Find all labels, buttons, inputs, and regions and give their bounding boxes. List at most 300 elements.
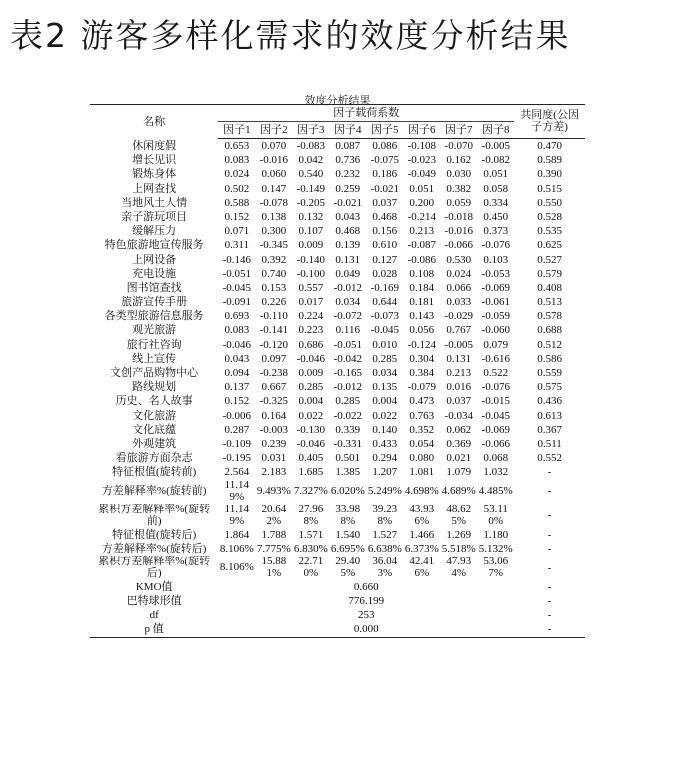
stats-value: 1.466: [409, 528, 435, 541]
table-row: [90, 380, 585, 394]
loading-value: 0.054: [409, 437, 435, 450]
loading-value: -0.169: [370, 281, 399, 294]
loading-value: 0.024: [446, 267, 472, 280]
stats-value: 2.183: [261, 466, 287, 479]
loading-value: 0.034: [335, 296, 361, 309]
loading-value: -0.029: [444, 310, 473, 323]
loading-value: 0.522: [483, 367, 509, 380]
stats-value: 8.106%: [219, 542, 254, 555]
loading-value: 0.473: [409, 395, 435, 408]
loading-value: -0.130: [296, 423, 326, 436]
header-factor-3: 因子3: [292, 122, 329, 139]
row-label: 旅游宣传手册: [121, 296, 188, 309]
figure-headline: 表2 游客多样化需求的效度分析结果: [10, 16, 571, 55]
commonality-value: -: [547, 466, 552, 479]
loading-value: 0.139: [335, 239, 361, 252]
loading-value: -0.060: [481, 324, 510, 337]
test-label: p 值: [90, 622, 218, 637]
loading-value: 0.083: [224, 324, 250, 337]
loading-value: 0.152: [224, 210, 250, 223]
loading-value: 0.540: [298, 168, 324, 181]
table-row: [90, 238, 585, 252]
loading-value: 0.164: [261, 409, 287, 422]
loading-value: -0.100: [296, 267, 326, 280]
header-commonality: 共同度(公因子方差): [514, 105, 585, 139]
loading-value: 0.103: [483, 253, 509, 266]
loading-value: 0.468: [335, 225, 361, 238]
commonality-value: 0.552: [537, 452, 562, 465]
loading-value: -0.045: [222, 281, 252, 294]
loading-value: 0.352: [409, 423, 435, 436]
table-row: [90, 409, 585, 423]
loading-value: 0.392: [261, 253, 287, 266]
row-label: 图书馆查找: [126, 281, 182, 294]
loading-value: 0.030: [446, 168, 472, 181]
stats-value: 11.149%: [224, 503, 250, 527]
loading-value: -0.051: [222, 267, 252, 280]
loading-value: -0.331: [333, 437, 363, 450]
loading-value: 0.686: [298, 338, 324, 351]
table-row: [90, 139, 585, 154]
loading-value: 0.051: [409, 182, 435, 195]
commonality-value: 0.589: [537, 154, 562, 167]
commonality-value: 0.367: [537, 423, 562, 436]
commonality-value: 0.408: [537, 281, 562, 294]
loading-value: -0.069: [481, 281, 510, 294]
loading-value: -0.022: [333, 409, 363, 422]
loading-value: 0.147: [261, 182, 287, 195]
loading-value: -0.141: [259, 324, 289, 337]
commonality-value: 0.535: [537, 225, 562, 238]
stats-value: 1.788: [261, 528, 287, 541]
row-label: 观光旅游: [132, 324, 177, 337]
commonality-value: -: [547, 580, 552, 593]
loading-value: 0.334: [483, 196, 509, 209]
stats-value: 2.564: [224, 466, 250, 479]
row-label: 休闲度假: [132, 139, 177, 152]
commonality-value: 0.390: [537, 168, 562, 181]
stats-value: 11.149%: [224, 479, 250, 503]
stats-value: 6.830%: [293, 542, 328, 555]
loading-value: -0.165: [333, 367, 363, 380]
loading-value: 0.135: [372, 381, 398, 394]
row-label: 历史、名人故事: [115, 395, 193, 408]
loading-value: 0.736: [335, 154, 361, 167]
loading-value: 0.138: [261, 210, 287, 223]
stats-value: 22.710%: [298, 555, 324, 579]
commonality-value: -: [547, 595, 552, 608]
row-label: 各类型旅游信息服务: [104, 310, 204, 323]
loading-value: 0.610: [372, 239, 398, 252]
commonality-value: 0.688: [537, 324, 562, 337]
loading-value: 0.200: [409, 196, 435, 209]
row-label: 看旅游方面杂志: [115, 452, 193, 465]
loading-value: 0.017: [298, 296, 324, 309]
loading-value: 0.405: [298, 452, 324, 465]
stats-value: 27.968%: [298, 503, 324, 527]
loading-value: 0.530: [446, 253, 472, 266]
stats-value: 1.079: [446, 466, 472, 479]
loading-value: -0.345: [259, 239, 289, 252]
loading-value: 0.132: [298, 210, 324, 223]
table-row: [90, 224, 585, 238]
commonality-value: 0.613: [537, 409, 562, 422]
loading-value: 0.162: [446, 154, 472, 167]
loading-value: 0.433: [372, 437, 398, 450]
loading-value: 0.051: [483, 168, 509, 181]
loading-value: 0.043: [224, 352, 250, 365]
loading-value: 0.767: [446, 324, 472, 337]
loading-value: -0.120: [259, 338, 289, 351]
loading-value: 0.644: [372, 296, 398, 309]
stats-value: 53.067%: [483, 555, 509, 579]
loading-value: 0.137: [224, 381, 250, 394]
loading-value: 0.226: [261, 296, 287, 309]
loading-value: 0.294: [372, 452, 398, 465]
table-row: [90, 267, 585, 281]
loading-value: 0.285: [335, 395, 361, 408]
loading-value: 0.108: [409, 267, 435, 280]
loading-value: 0.300: [261, 225, 287, 238]
test-value: 0.000: [218, 622, 514, 637]
stats-value: 7.327%: [293, 484, 328, 497]
loading-value: 0.232: [335, 168, 361, 181]
table-row: [90, 182, 585, 196]
stats-value: 43.936%: [409, 503, 435, 527]
test-label: 巴特球形值: [126, 595, 182, 608]
test-value: 0.660: [353, 580, 379, 593]
stats-value: 9.493%: [256, 484, 291, 497]
stats-value: 33.988%: [335, 503, 361, 527]
loading-value: -0.087: [407, 239, 436, 252]
stats-value: 1.385: [335, 466, 361, 479]
commonality-value: 0.578: [537, 310, 562, 323]
loading-value: -0.005: [481, 140, 510, 153]
table-row: [90, 451, 585, 465]
loading-value: 0.031: [261, 452, 287, 465]
loading-value: -0.072: [333, 310, 363, 323]
loading-value: -0.015: [481, 395, 510, 408]
loading-value: -0.005: [444, 338, 473, 351]
commonality-value: -: [547, 485, 552, 498]
loading-value: -0.108: [407, 140, 436, 153]
stats-row: [90, 556, 585, 580]
table-row: [90, 210, 585, 224]
loading-value: 0.339: [335, 423, 361, 436]
stats-label: 方差解释率%(旋转前): [101, 484, 207, 497]
loading-value: 0.223: [298, 324, 324, 337]
loading-value: 0.239: [261, 437, 287, 450]
loading-value: -0.079: [407, 381, 436, 394]
commonality-value: 0.550: [537, 196, 562, 209]
row-label: 外观建筑: [132, 437, 177, 450]
loading-value: 0.009: [298, 367, 324, 380]
commonality-value: -: [547, 609, 552, 622]
loading-value: 0.087: [335, 140, 361, 153]
header-factor-6: 因子6: [403, 122, 440, 139]
loading-value: 0.186: [372, 168, 398, 181]
header-factor-loadings: 因子载荷系数: [218, 105, 514, 122]
row-label: 路线规划: [132, 381, 177, 394]
commonality-value: 0.512: [537, 338, 562, 351]
loading-value: -0.086: [407, 253, 436, 266]
stats-value: 6.695%: [330, 542, 365, 555]
row-label: 文化底蕴: [132, 423, 177, 436]
loading-value: -0.021: [333, 196, 363, 209]
loading-value: -0.073: [370, 310, 399, 323]
loading-value: 0.066: [446, 281, 472, 294]
stats-row: [90, 465, 585, 479]
loading-value: 0.468: [372, 210, 398, 223]
loading-value: 0.058: [483, 182, 509, 195]
loading-value: 0.143: [409, 310, 435, 323]
row-label: 缓解压力: [132, 225, 177, 238]
header-factor-8: 因子8: [477, 122, 514, 139]
loading-value: 0.022: [372, 409, 398, 422]
loading-value: -0.066: [444, 239, 473, 252]
table-row: [90, 323, 585, 337]
loading-value: -0.066: [481, 437, 510, 450]
table-row: [90, 196, 585, 210]
loading-value: 0.131: [335, 253, 361, 266]
stats-row: [90, 528, 585, 542]
loading-value: 0.024: [224, 168, 250, 181]
loading-value: 0.037: [372, 196, 398, 209]
stats-value: 7.775%: [256, 542, 291, 555]
loading-value: 0.004: [372, 395, 398, 408]
test-label: KMO值: [135, 580, 173, 593]
loading-value: -0.214: [407, 210, 436, 223]
stats-value: 4.689%: [441, 484, 476, 497]
loading-value: 0.042: [298, 154, 324, 167]
stats-value: 4.698%: [404, 484, 439, 497]
table-row: [90, 394, 585, 408]
commonality-value: 0.513: [537, 296, 562, 309]
header-factor-2: 因子2: [255, 122, 292, 139]
test-row: [90, 622, 585, 637]
stats-row: [90, 542, 585, 556]
loading-value: 0.763: [409, 409, 435, 422]
loading-value: 0.107: [298, 225, 324, 238]
loading-value: -0.082: [481, 154, 510, 167]
test-value: 253: [358, 609, 375, 622]
loading-value: 0.021: [446, 452, 472, 465]
row-label: 增长见识: [132, 154, 177, 167]
row-label: 上网设备: [132, 253, 177, 266]
loading-value: -0.003: [259, 423, 289, 436]
loading-value: -0.238: [259, 367, 289, 380]
row-label: 特色旅游地宣传服务: [104, 239, 204, 252]
loading-value: 0.083: [224, 154, 250, 167]
loading-value: 0.127: [372, 253, 398, 266]
loading-value: -0.023: [407, 154, 436, 167]
row-label: 文化旅游: [132, 409, 177, 422]
table-row: [90, 423, 585, 437]
table-row: [90, 167, 585, 181]
stats-value: 5.249%: [367, 484, 402, 497]
loading-value: 0.501: [335, 452, 361, 465]
table-row: [90, 437, 585, 451]
loading-value: 0.079: [483, 338, 509, 351]
loading-value: -0.051: [333, 338, 363, 351]
loading-value: -0.083: [296, 140, 326, 153]
stats-value: 8.106%: [219, 561, 254, 574]
test-row: [90, 608, 585, 622]
loading-value: -0.053: [481, 267, 510, 280]
table-row: [90, 338, 585, 352]
table-row: [90, 352, 585, 366]
commonality-value: 0.579: [537, 267, 562, 280]
loading-value: -0.616: [481, 352, 510, 365]
loading-value: -0.012: [333, 281, 363, 294]
loading-value: -0.018: [444, 210, 473, 223]
loading-value: 0.094: [224, 367, 250, 380]
loading-value: -0.205: [296, 196, 326, 209]
loading-value: 0.384: [409, 367, 435, 380]
test-row: [90, 594, 585, 608]
table-row: [90, 366, 585, 380]
loading-value: 0.049: [335, 267, 361, 280]
stats-value: 1.032: [483, 466, 509, 479]
loading-value: -0.059: [481, 310, 510, 323]
commonality-value: 0.586: [537, 352, 562, 365]
table-row: [90, 281, 585, 295]
loading-value: 0.450: [483, 210, 509, 223]
commonality-value: 0.528: [537, 210, 562, 223]
loading-value: 0.287: [224, 423, 250, 436]
row-label: 线上宣传: [132, 352, 177, 365]
loading-value: 0.116: [335, 324, 360, 337]
stats-label: 累积方差解释率%(旋转后): [98, 555, 211, 579]
commonality-value: 0.470: [537, 140, 562, 153]
stats-value: 39.238%: [372, 503, 398, 527]
header-factor-1: 因子1: [218, 122, 255, 139]
stats-value: 1.571: [298, 528, 324, 541]
stats-value: 48.625%: [446, 503, 472, 527]
loading-value: -0.006: [222, 409, 252, 422]
row-label: 上网查找: [132, 182, 177, 195]
loading-value: 0.259: [335, 182, 361, 195]
loading-value: -0.140: [296, 253, 326, 266]
loading-value: -0.078: [259, 196, 289, 209]
loading-value: -0.076: [481, 239, 510, 252]
loading-value: -0.034: [444, 409, 473, 422]
commonality-value: 0.511: [537, 437, 562, 450]
loading-value: 0.693: [224, 310, 250, 323]
loading-value: 0.184: [409, 281, 435, 294]
commonality-value: 0.625: [537, 239, 562, 252]
loading-value: 0.224: [298, 310, 324, 323]
loading-value: 0.152: [224, 395, 250, 408]
loading-value: 0.653: [224, 140, 250, 153]
row-label: 文创产品购物中心: [110, 367, 199, 380]
table-row: [90, 309, 585, 323]
commonality-value: 0.559: [537, 367, 562, 380]
loading-value: -0.049: [407, 168, 436, 181]
stats-label: 特征根值(旋转前): [112, 466, 197, 479]
loading-value: 0.213: [409, 225, 435, 238]
row-label: 旅行社咨询: [126, 338, 182, 351]
commonality-value: -: [547, 509, 552, 522]
loading-value: 0.369: [446, 437, 472, 450]
loading-value: 0.034: [372, 367, 398, 380]
row-label: 充电设施: [132, 267, 177, 280]
stats-value: 5.518%: [441, 542, 476, 555]
loading-value: -0.110: [259, 310, 288, 323]
loading-value: 0.131: [446, 352, 472, 365]
test-label: df: [149, 609, 159, 622]
stats-label: 特征根值(旋转后): [112, 528, 197, 541]
loading-value: 0.373: [483, 225, 509, 238]
loading-value: 0.009: [298, 239, 324, 252]
loading-value: 0.181: [409, 296, 435, 309]
loading-value: 0.056: [409, 324, 435, 337]
loading-value: -0.012: [333, 381, 363, 394]
loading-value: 0.068: [483, 452, 509, 465]
stats-label: 方差解释率%(旋转后): [101, 542, 207, 555]
loading-value: -0.070: [444, 140, 473, 153]
loading-value: 0.060: [261, 168, 287, 181]
stats-value: 29.405%: [335, 555, 361, 579]
commonality-value: -: [547, 542, 552, 555]
loading-value: 0.304: [409, 352, 435, 365]
loading-value: -0.325: [259, 395, 289, 408]
loading-value: 0.086: [372, 140, 398, 153]
stats-value: 20.642%: [261, 503, 287, 527]
loading-value: 0.285: [372, 352, 398, 365]
loading-value: -0.046: [296, 352, 326, 365]
loading-value: -0.075: [370, 154, 399, 167]
loading-value: 0.043: [335, 210, 361, 223]
loading-value: -0.109: [222, 437, 252, 450]
stats-row: [90, 504, 585, 528]
header-factor-7: 因子7: [440, 122, 477, 139]
loading-value: -0.042: [333, 352, 363, 365]
loading-value: -0.091: [222, 296, 252, 309]
stats-value: 1.540: [335, 528, 361, 541]
stats-value: 47.934%: [446, 555, 472, 579]
test-row: [90, 580, 585, 594]
header-name: 名称: [90, 105, 218, 139]
stats-value: 42.416%: [409, 555, 435, 579]
loading-value: 0.010: [372, 338, 398, 351]
loading-value: 0.033: [446, 296, 472, 309]
stats-value: 1.207: [372, 466, 398, 479]
row-label: 锻炼身体: [132, 168, 177, 181]
stats-value: 1.527: [372, 528, 398, 541]
loading-value: -0.045: [481, 409, 510, 422]
table-row: [90, 253, 585, 267]
loading-value: -0.046: [296, 437, 326, 450]
loading-value: 0.071: [224, 225, 250, 238]
loading-value: -0.076: [481, 381, 510, 394]
loading-value: 0.502: [224, 182, 250, 195]
commonality-value: -: [514, 622, 585, 637]
loading-value: 0.156: [372, 225, 398, 238]
stats-value: 1.081: [409, 466, 435, 479]
loading-value: 0.588: [224, 196, 250, 209]
stats-value: 6.020%: [330, 484, 365, 497]
loading-value: 0.037: [446, 395, 472, 408]
commonality-value: 0.515: [537, 182, 562, 195]
table-row: [90, 295, 585, 309]
stats-label: 累积方差解释率%(旋转前): [98, 503, 211, 527]
stats-value: 1.269: [446, 528, 472, 541]
loading-value: 0.285: [298, 381, 324, 394]
loading-value: 0.062: [446, 423, 472, 436]
stats-value: 15.881%: [261, 555, 287, 579]
loading-value: -0.061: [481, 296, 510, 309]
